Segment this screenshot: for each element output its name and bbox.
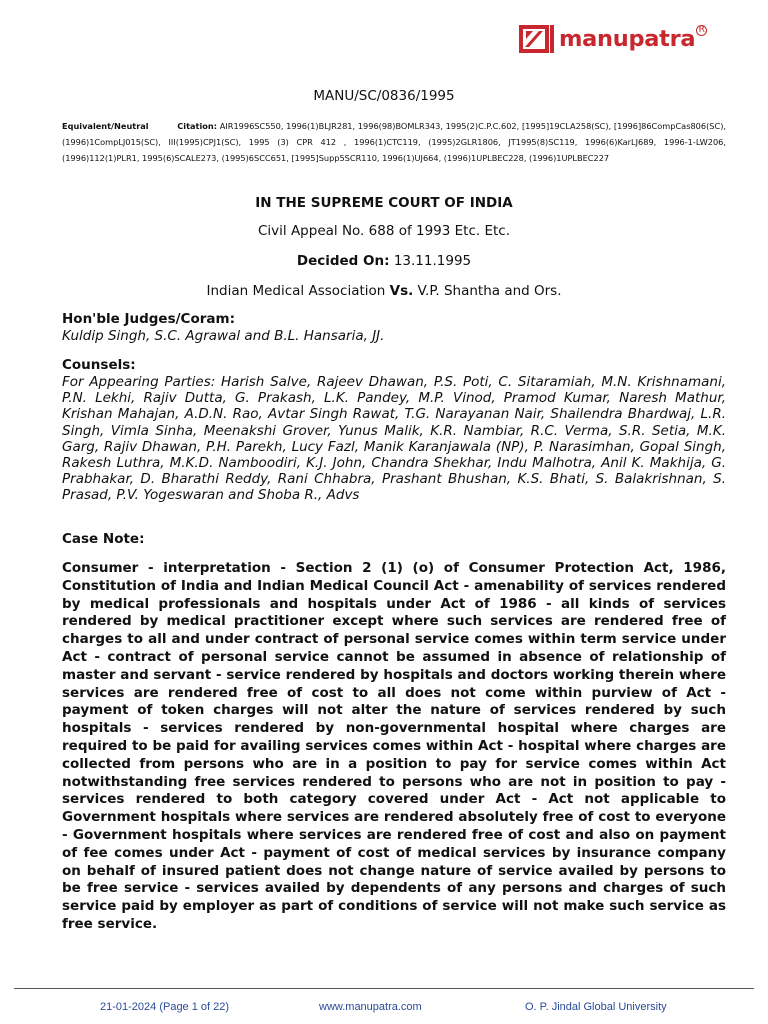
- respondent: V.P. Shantha and Ors.: [417, 283, 562, 299]
- brand-name: manupatra: [559, 26, 696, 52]
- equivalent-citations: [62, 118, 726, 166]
- equivalent-citations-text: AIR1996SC550, 1996(1)BLJR281, 1996(98)BOMLR343, 1995(2)C.P.C.602, [1995]19CLA258(SC), [1996]86CompCas806(SC), (1996)1CompLJ015(SC), III(1995)CPJ1(SC), 1995 (3) CPR 412 , 1996(1)CTC119, (1995)2GLR1806, JT1995(8)SC119, 1996(6)KarLJ689, 1996-1-LW206, (1996)112(1)PLR1, 1995(6)SCALE273, (1995)6SCC651, [1995]Supp5SCR110, 1996(1)UJ664, (1996)1UPLBEC228, (1996)1UPLBEC227: [62, 121, 726, 163]
- judges-names: Kuldip Singh, S.C. Agrawal and B.L. Hansaria, JJ.: [62, 328, 385, 344]
- decided-date: 13.11.1995: [393, 253, 472, 269]
- counsels-text: For Appearing Parties: Harish Salve, Rajeev Dhawan, P.S. Poti, C. Sitaramiah, M.N. Krishnamani, P.N. Lekhi, Rajiv Dutta, G. Prakash, L.K. Pandey, M.P. Vinod, Pramod Kumar, Naresh Mathur, Krishan Mahajan, A.D.N. Rao, Avtar Singh Rawat, T.G. Narayanan Nair, Shailendra Bhardwaj, L.R. Singh, Vimla Sinha, Meenakshi Grover, Yunus Malik, K.R. Nambiar, R.C. Verma, S.R. Setia, M.K. Garg, Rajiv Dhawan, P.H. Parekh, Lucy Fazl, Manik Karanjawala (NP), P. Narasimhan, Gopal Singh, Rakesh Luthra, M.K.D. Namboodiri, K.J. John, Chandra Shekhar, Indu Malhotra, Anil K. Makhija, G. Prabhakar, D. Bharathi Reddy, Rani Chhabra, Prashant Bhushan, K.S. Bhati, S. Balakrishnan, S. Prasad, P.V. Yogeswaran and Shoba R., Advs: [62, 374, 726, 504]
- counsels-heading: Counsels:: [62, 357, 136, 373]
- manupatra-logo-icon: [517, 23, 555, 55]
- citation-label: Citation:: [177, 121, 217, 131]
- appellant: Indian Medical Association: [206, 283, 386, 299]
- citation-id: MANU/SC/0836/1995: [313, 88, 455, 104]
- case-parties: [0, 283, 768, 299]
- footer-date-page: 21-01-2024 (Page 1 of 22): [100, 1001, 230, 1013]
- court-name: IN THE SUPREME COURT OF INDIA: [255, 195, 513, 211]
- appeal-number: Civil Appeal No. 688 of 1993 Etc. Etc.: [257, 223, 511, 239]
- case-note-heading: Case Note:: [62, 531, 145, 547]
- footer-website-link[interactable]: www.manupatra.com: [319, 1001, 422, 1013]
- footer-institution: O. P. Jindal Global University: [525, 1001, 667, 1013]
- judges-heading: Hon'ble Judges/Coram:: [62, 311, 235, 327]
- decided-label: Decided On:: [296, 253, 390, 269]
- equivalent-label: Equivalent/Neutral: [62, 121, 149, 131]
- case-note-text: Consumer - interpretation - Section 2 (1) (o) of Consumer Protection Act, 1986, Constitution of India and Indian Medical Council Act - amenability of services rendered by medical professionals and hospitals under Act of 1986 - all kinds of services rendered by medical practitioner except where such services are rendered free of charges to all and under contract of personal service comes within term service under Act - contract of personal service cannot be assumed in absence of relationship of master and servant - service rendered by hospitals and doctors working therein where services are rendered free of cost to all does not come within purview of Act - payment of token charges will not alter the nature of services rendered by such hospitals - services rendered by non-governmental hospital where charges are required to be paid for availing services comes within Act - hospital where charges are collected from persons who are in a position to pay for service comes within Act notwithstanding free services rendered to persons who are not in position to pay - services rendered to both category covered under Act - Act not applicable to Government hospitals where services are rendered absolutely free of cost to everyone - Government hospitals where services are rendered free of cost and also on payment of fee comes under Act - payment of cost of medical services by insurance company on behalf of insured patient does not change nature of service availed by persons to be free service - services availed by dependents of any persons and charges of such service paid by employer as part of conditions of service will not make such service as free service.: [62, 560, 726, 932]
- manupatra-logo: [517, 22, 707, 56]
- decided-on: [0, 253, 768, 269]
- footer-divider: [14, 988, 754, 989]
- versus: Vs.: [389, 283, 414, 299]
- registered-mark: R: [696, 25, 707, 36]
